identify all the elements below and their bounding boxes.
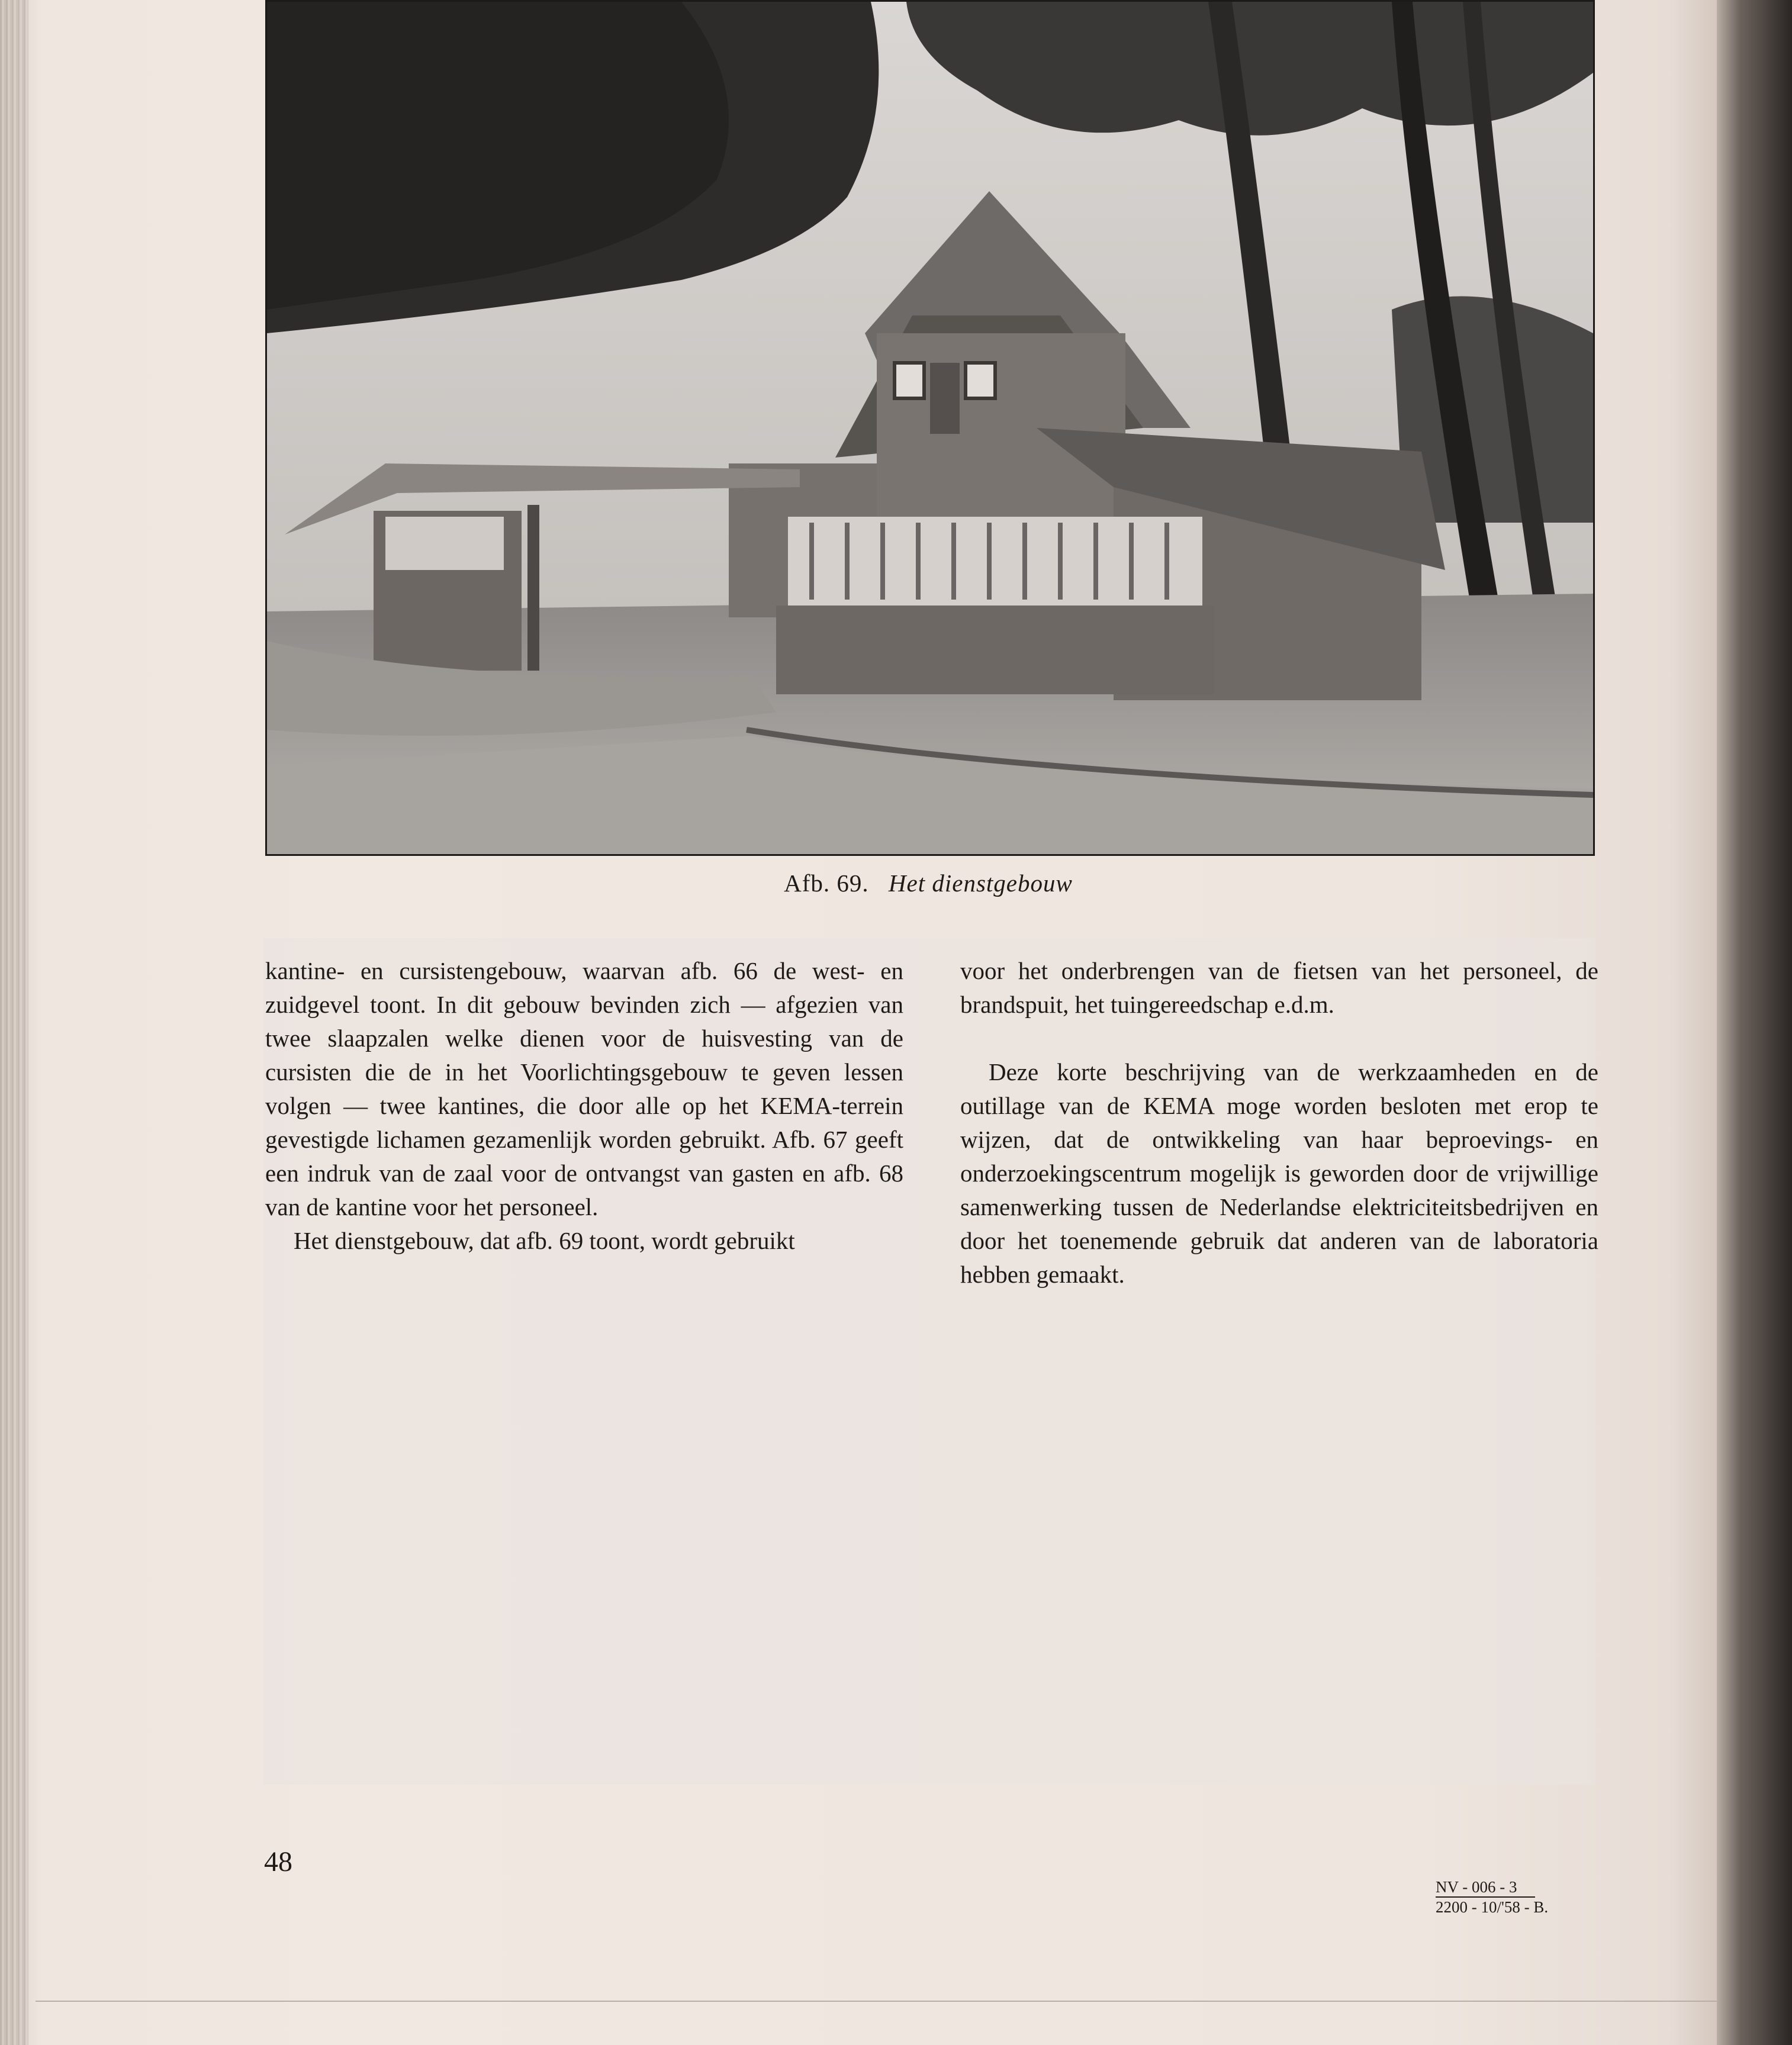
paragraph: Deze korte beschrijving van de werkzaamheden en de outillage van de KEMA moge worden besloten met erop te wijzen, dat de ontwikkeling van haar beproevings- en onderzoekingscentrum mogelijk is geworden door de vrijwillige samenwerking tussen de Nederlandse elektriciteitsbedrijven en door het toenemende gebruik dat anderen van de laboratoria hebben gemaakt. <box>960 1058 1598 1288</box>
paragraph: voor het onderbrengen van de fietsen van het personeel, de brandspuit, het tuingereedschap e.d.m. <box>960 957 1598 1018</box>
book-gutter-shadow <box>1717 0 1792 2045</box>
paragraph-gap <box>960 1022 1598 1055</box>
printer-code-line1: NV - 006 - 3 <box>1436 1877 1535 1898</box>
photo-caption <box>265 869 1591 897</box>
page-bottom-edge <box>36 2001 1717 2002</box>
text-column-right <box>960 954 1598 1292</box>
printer-code <box>1436 1877 1548 1917</box>
printer-code-line2: 2200 - 10/'58 - B. <box>1436 1898 1549 1916</box>
paragraph: kantine- en cursistengebouw, waarvan afb. 66 de west- en zuidgevel toont. In dit gebouw bevinden zich — afgezien van twee slaapzalen welke dienen voor de huisvesting van de cursisten die de in het Voorlichtingsgebouw te geven lessen volgen — twee kantines, die door alle op het KEMA-terrein gevestigde lichamen gezamenlijk worden gebruikt. Afb. 67 geeft een indruk van de zaal voor de ontvangst van gasten en afb. 68 van de kantine voor het personeel. <box>265 957 903 1220</box>
page-number: 48 <box>264 1846 292 1877</box>
text-column-left <box>265 954 903 1258</box>
caption-title: Het dienstgebouw <box>888 869 1073 897</box>
photo-illustration <box>267 2 1593 854</box>
paragraph: Het dienstgebouw, dat afb. 69 toont, wordt gebruikt <box>294 1227 795 1254</box>
caption-label: Afb. 69. <box>784 869 869 897</box>
page-edge <box>0 0 28 2045</box>
dienstgebouw-photo <box>265 0 1595 856</box>
